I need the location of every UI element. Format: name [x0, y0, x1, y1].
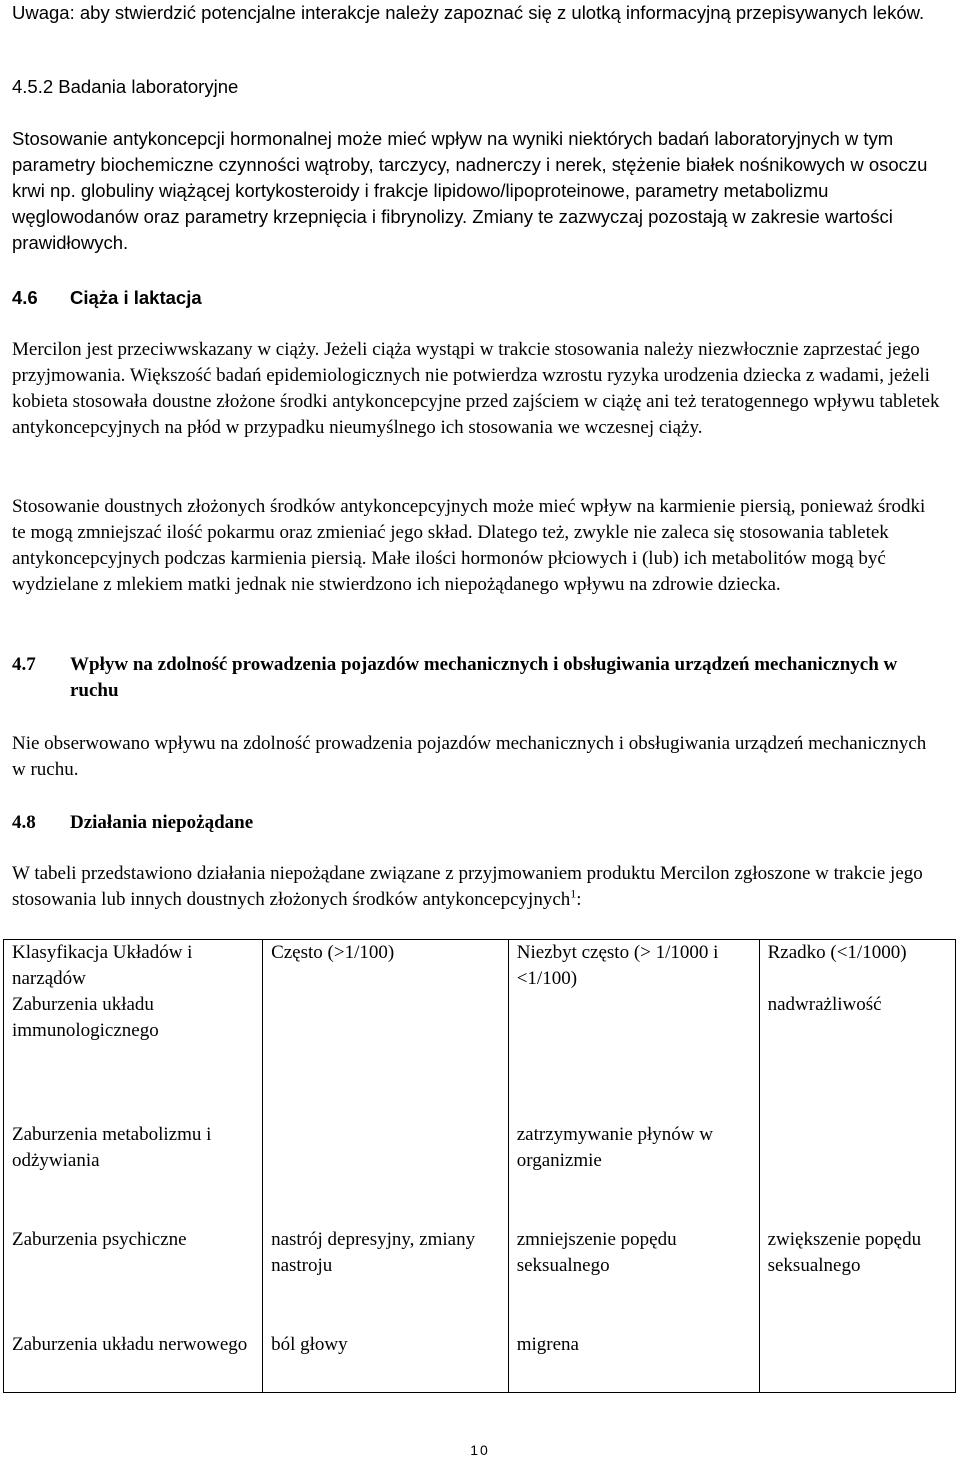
table-row: [4, 1332, 956, 1392]
intro-text: W tabeli przedstawiono działania niepożądane związane z przyjmowaniem produktu Mercilon zgłoszone w trakcie jego stosowania lub innych doustnych złożonych środków antykoncepcyjnych: [12, 863, 923, 910]
table-cell: [759, 1122, 955, 1227]
table-row: [4, 992, 956, 1122]
table-cell: Zaburzenia metabolizmu i odżywiania: [12, 1124, 212, 1171]
section-4-6-heading: [12, 285, 942, 311]
intro-colon: :: [576, 889, 582, 910]
page-number: 10: [470, 1442, 490, 1458]
table-cell: [263, 1122, 509, 1227]
section-title: Wpływ na zdolność prowadzenia pojazdów mechanicznych i obsługiwania urządzeń mechanicznych w ruchu: [70, 654, 898, 701]
section-title: Ciąża i laktacja: [70, 287, 202, 308]
table-cell: [508, 992, 759, 1122]
table-cell: zmniejszenie popędu seksualnego: [508, 1227, 759, 1332]
section-number: 4.7: [12, 654, 36, 675]
header-cell: Często (>1/100): [263, 940, 509, 993]
table-row: [4, 1227, 956, 1332]
section-4-5-2-heading: [12, 74, 942, 100]
section-4-8-heading: [12, 810, 942, 836]
section-4-6-paragraph-2: Stosowanie doustnych złożonych środków antykoncepcyjnych może mieć wpływ na karmienie piersią, ponieważ środki te mogą zmniejszać ilość pokarmu oraz zmieniać jego skład. Dlatego też, zwykle nie zaleca się stosowania tabletek antykoncepcyjnych podczas karmienia piersią. Małe ilości hormonów płciowych i (lub) ich metabolitów mogą być wydzielane z mlekiem matki jednak nie stwierdzono ich niepożądanego wpływu na zdrowie dziecka.: [12, 496, 926, 595]
section-number: 4.5.2: [12, 76, 54, 97]
section-number: 4.6: [12, 287, 38, 308]
section-4-7-heading: [12, 652, 942, 704]
section-4-5-2-body: Stosowanie antykoncepcji hormonalnej może mieć wpływ na wyniki niektórych badań laboratoryjnych w tym parametry biochemiczne czynności wątroby, tarczycy, nadnerczy i nerek, stężenie białek nośnikowych w osoczu krwi np. globuliny wiążącej kortykosteroidy i frakcje lipidowo/lipoproteinowe, parametry metabolizmu węglowodanów oraz parametry krzepnięcia i fibrynolizy. Zmiany te zazwyczaj pozostają w zakresie wartości prawidłowych.: [12, 128, 928, 253]
table-cell: Zaburzenia psychiczne: [12, 1229, 187, 1250]
section-4-7-body: Nie obserwowano wpływu na zdolność prowadzenia pojazdów mechanicznych i obsługiwania urządzeń mechanicznych w ruchu.: [12, 733, 927, 780]
table-cell: zwiększenie popędu seksualnego: [759, 1227, 955, 1332]
header-cell: Niezbyt często (> 1/1000 i <1/100): [508, 940, 759, 993]
section-4-6-paragraph-1: Mercilon jest przeciwwskazany w ciąży. Jeżeli ciąża wystąpi w trakcie stosowania należy niezwłocznie zaprzestać jego przyjmowania. Większość badań epidemiologicznych nie potwierdza wzrostu ryzyka urodzenia dziecka z wadami, jeżeli kobieta stosowała doustne złożone środki antykoncepcyjne przed zajściem w ciążę ani też teratogennego wpływu tabletek antykoncepcyjnych na płód w przypadku nieumyślnego ich stosowania we wczesnej ciąży.: [12, 339, 940, 438]
table-cell: [759, 1332, 955, 1392]
interaction-warning: Uwaga: aby stwierdzić potencjalne interakcje należy zapoznać się z ulotką informacyjną przepisywanych leków.: [12, 2, 925, 23]
table-cell: Zaburzenia układu immunologicznego: [12, 994, 159, 1041]
footnote-marker: 1: [570, 886, 577, 901]
table-cell: [263, 992, 509, 1122]
table-cell: zatrzymywanie płynów w organizmie: [508, 1122, 759, 1227]
table-cell: ból głowy: [263, 1332, 509, 1392]
table-header-row: [4, 940, 956, 993]
table-cell: Zaburzenia układu nerwowego: [12, 1334, 248, 1355]
section-4-8-intro: [12, 861, 942, 913]
table-cell: nadwrażliwość: [759, 992, 955, 1122]
table-cell: migrena: [508, 1332, 759, 1392]
section-title: Badania laboratoryjne: [58, 76, 239, 97]
section-number: 4.8: [12, 812, 36, 833]
table-row: [4, 1122, 956, 1227]
header-cell: Rzadko (<1/1000): [759, 940, 955, 993]
adverse-reactions-table: [3, 939, 956, 1393]
header-cell: Klasyfikacja Układów i narządów: [12, 942, 193, 989]
table-cell: nastrój depresyjny, zmiany nastroju: [263, 1227, 509, 1332]
section-title: Działania niepożądane: [70, 812, 254, 833]
